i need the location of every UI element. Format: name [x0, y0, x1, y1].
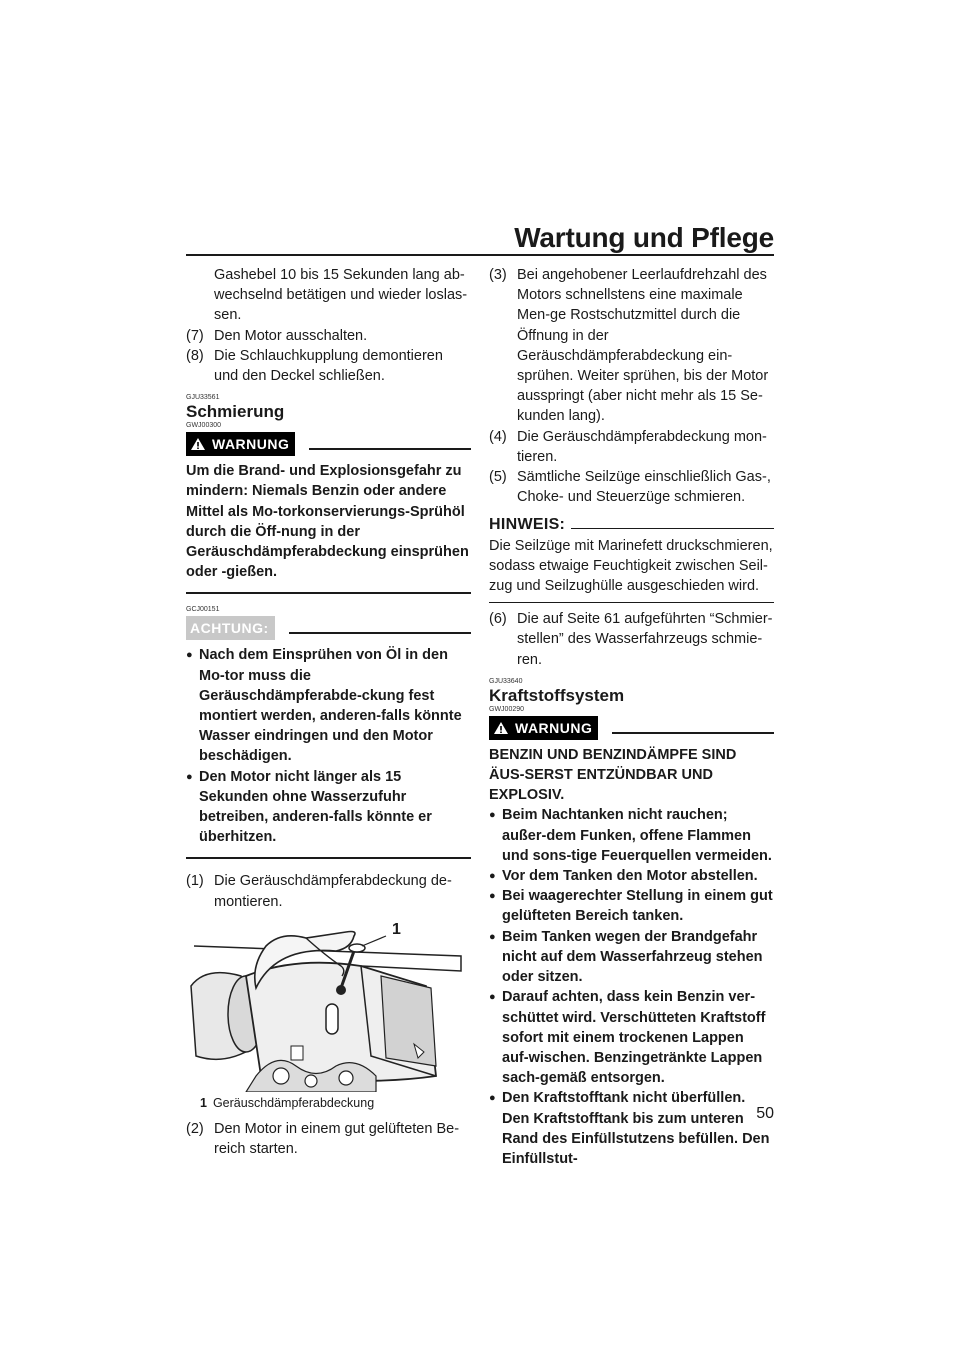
step-text: Die auf Seite 61 aufgeführten “Schmier-stellen” des Wasserfahrzeugs schmie-ren.: [517, 611, 773, 668]
step-2: [186, 1119, 471, 1159]
warning-triangle-icon: [493, 721, 509, 735]
step-number: (5): [489, 469, 507, 486]
warning-bullet-text: Vor dem Tanken den Motor abstellen.: [502, 868, 758, 885]
step-number: (1): [186, 873, 204, 890]
warning-label-text: WARNUNG: [212, 436, 290, 453]
right-column: [489, 265, 774, 1169]
warning-text: Um die Brand- und Explosionsgefahr zu mindern: Niemals Benzin oder andere Mittel als Mo-torkonservierungs-Sprühöl durch die Öff-nung in der Geräuschdämpferabdeckung einsprühen oder -gießen.: [186, 463, 469, 581]
warning-bullet: [489, 886, 774, 926]
muffler-cover-illustration: [186, 926, 465, 1092]
warning-label: [489, 716, 598, 740]
bullet-dot-icon: ●: [489, 809, 496, 822]
bullet-dot-icon: ●: [186, 649, 193, 662]
step-3: [489, 265, 774, 427]
caution-bullet-text: Nach dem Einsprühen von Öl in den Mo-tor muss die Geräuschdämpferabde-ckung fest montiert werden, anderen-falls könnte Wasser eindringen und den Motor beschädigen.: [199, 647, 462, 765]
step-number: (3): [489, 267, 507, 283]
caution-label: ACHTUNG:: [186, 616, 275, 640]
warning-bullet: [489, 805, 774, 866]
caution-bullet: [186, 645, 471, 766]
hinweis-box: [489, 515, 774, 603]
step-7: [186, 326, 471, 346]
warning-bullet-text: Beim Tanken wegen der Brandgefahr nicht auf dem Wasserfahrzeug stehen oder sitzen.: [502, 928, 763, 986]
step-text: Sämtliche Seilzüge einschließlich Gas-, Choke- und Steuerzüge schmieren.: [517, 469, 771, 506]
warning-bullet: [489, 1088, 774, 1169]
warning-label-text: WARNUNG: [515, 719, 593, 736]
step-number: (7): [186, 327, 204, 344]
section-title-kraftstoffsystem: Kraftstoffsystem: [489, 685, 625, 705]
bullet-dot-icon: ●: [186, 770, 193, 783]
step-number: (8): [186, 347, 204, 364]
caution-label-row: [186, 616, 471, 640]
warning-rule: [309, 448, 471, 450]
bullet-dot-icon: ●: [489, 890, 496, 903]
hinweis-rule: [571, 528, 774, 529]
caution-rule: [289, 632, 471, 634]
step-text: Bei angehobener Leerlaufdrehzahl des Motors schnellstens eine maximale Men-ge Rostschutzmittel durch die Öffnung in der Geräuschdämpferabdeckung ein-sprühen. Weiter sprühen, bis der Motor ausspringt (aber nicht mehr als 15 Se-kunden lang).: [517, 267, 769, 425]
page-number: 50: [756, 1105, 774, 1122]
warning-bullet: [489, 927, 774, 988]
step-text: Die Schlauchkupplung demontieren und den Deckel schließen.: [214, 347, 443, 385]
header-rule: [186, 254, 774, 256]
section-code: GJU33640: [489, 677, 523, 685]
step-number: (6): [489, 611, 507, 628]
step-text: Den Motor ausschalten.: [214, 327, 368, 344]
warning-code: GWJ00300: [186, 422, 222, 430]
step-4: [489, 427, 774, 467]
caption-number: 1: [200, 1095, 207, 1110]
warning-rule: [612, 732, 774, 734]
bullet-dot-icon: ●: [489, 1092, 496, 1105]
left-column: [186, 265, 471, 1159]
step-number: (2): [186, 1120, 204, 1137]
page-header-title: Wartung und Pflege: [514, 222, 774, 253]
warning-box: [186, 432, 471, 594]
hinweis-label: HINWEIS:: [489, 516, 566, 534]
step-5: [489, 467, 774, 507]
hinweis-label-row: [489, 515, 774, 535]
muffler-cover-figure: [186, 920, 465, 1092]
warning-bullet-text: Beim Nachtanken nicht rauchen; außer-dem Funken, offene Flammen und sons-tige Feuerquellen vermeiden.: [502, 807, 772, 864]
warning-label: [186, 432, 295, 456]
warning-bullet: [489, 866, 774, 886]
warning-intro: BENZIN UND BENZINDÄMPFE SIND ÄUS-SERST ENTZÜNDBAR UND EXPLOSIV.: [489, 746, 737, 804]
warning-bullet-text: Bei waagerechter Stellung in einem gut gelüfteten Bereich tanken.: [502, 888, 773, 925]
caution-code: GCJ00151: [186, 606, 220, 614]
figure-callout-1: 1: [392, 920, 401, 938]
step-1: [186, 871, 471, 911]
hinweis-text: Die Seilzüge mit Marinefett druckschmieren, sodass etwaige Feuchtigkeit zwischen Seil-zug und Seilzughülle ausgeschieden wird.: [489, 537, 773, 595]
warning-label-row: [489, 716, 774, 740]
warning-triangle-icon: [190, 437, 206, 451]
warning-bullet: [489, 987, 774, 1088]
step6-continuation: Gashebel 10 bis 15 Sekunden lang ab-wechselnd betätigen und wieder loslas-sen.: [214, 267, 468, 324]
section-title-schmierung: Schmierung: [186, 402, 285, 422]
caution-bullet-text: Den Motor nicht länger als 15 Sekunden ohne Wasserzufuhr betreiben, anderen-falls könnte er überhitzen.: [199, 768, 432, 846]
bullet-dot-icon: ●: [489, 930, 496, 943]
warning-bullet-text: Den Kraftstofftank nicht überfüllen. Den Kraftstofftank bis zum unteren Rand des Einfüllstutzens befüllen. Den Einfüllstut-: [502, 1090, 770, 1167]
caution-box: [186, 616, 471, 859]
caption-text: Geräuschdämpferabdeckung: [212, 1095, 375, 1110]
warning-bullet-text: Darauf achten, dass kein Benzin ver-schüttet wird. Verschütteten Kraftstoff sofort mit einem trockenen Lappen auf-wischen. Benzingetränkte Lappen sach-gemäß entsorgen.: [502, 989, 766, 1087]
figure-caption: [200, 1095, 471, 1111]
section-code: GJU33561: [186, 394, 220, 402]
warning-label-row: [186, 432, 471, 456]
bullet-dot-icon: ●: [489, 870, 496, 883]
step-6: [489, 609, 774, 670]
step-text: Die Geräuschdämpferabdeckung mon-tieren.: [517, 428, 767, 465]
step-text: Den Motor in einem gut gelüfteten Be-reich starten.: [214, 1120, 460, 1158]
step-text: Die Geräuschdämpferabdeckung de-montieren.: [214, 873, 452, 910]
step-8: [186, 346, 471, 386]
bullet-dot-icon: ●: [489, 991, 496, 1004]
fuel-warning-box: [489, 716, 774, 1169]
caution-bullet: [186, 767, 471, 848]
step-number: (4): [489, 428, 507, 445]
warning-code: GWJ00290: [489, 705, 525, 713]
